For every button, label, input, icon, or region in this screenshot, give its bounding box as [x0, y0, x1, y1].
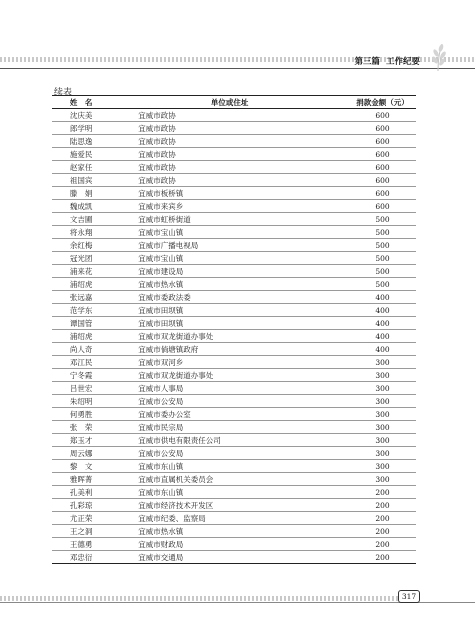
header-rule: [0, 68, 475, 69]
cell-amount: 300: [349, 408, 416, 421]
table-row: [52, 317, 416, 330]
cell-name: 郎学明: [52, 122, 110, 135]
cell-unit: 宜威市交通局: [110, 551, 349, 564]
table-row: [52, 499, 416, 512]
cell-unit: 宜威市热水镇: [110, 525, 349, 538]
cell-name: 王之洞: [52, 525, 110, 538]
cell-unit: 宜威市热水镇: [110, 278, 349, 291]
cell-amount: 600: [349, 161, 416, 174]
cell-name: 尤正荣: [52, 512, 110, 525]
cell-amount: 500: [349, 226, 416, 239]
table-row: [52, 239, 416, 252]
cell-amount: 400: [349, 304, 416, 317]
cell-amount: 200: [349, 486, 416, 499]
table-row: [52, 551, 416, 564]
cell-name: 宁冬霞: [52, 369, 110, 382]
cell-unit: 宜威市人事局: [110, 382, 349, 395]
cell-amount: 600: [349, 148, 416, 161]
cell-amount: 400: [349, 330, 416, 343]
table-header-row: [52, 96, 416, 109]
cell-name: 邓忠衍: [52, 551, 110, 564]
cell-name: 尚人奇: [52, 343, 110, 356]
table-row: [52, 512, 416, 525]
donation-table: [52, 95, 416, 564]
column-header-name: 姓 名: [52, 96, 110, 109]
cell-unit: 宜威市政协: [110, 135, 349, 148]
cell-name: 浦来花: [52, 265, 110, 278]
cell-name: 浦绍虎: [52, 278, 110, 291]
cell-unit: 宜威市委政法委: [110, 291, 349, 304]
table-row: [52, 538, 416, 551]
continued-label: 续表: [54, 88, 73, 98]
cell-name: 何勇胜: [52, 408, 110, 421]
cell-amount: 200: [349, 551, 416, 564]
cell-amount: 300: [349, 382, 416, 395]
cell-unit: 宜威市政协: [110, 174, 349, 187]
cell-amount: 600: [349, 174, 416, 187]
cell-amount: 300: [349, 473, 416, 486]
cell-name: 文吉圃: [52, 213, 110, 226]
cell-name: 冠光团: [52, 252, 110, 265]
cell-name: 张 荣: [52, 421, 110, 434]
table-row: [52, 135, 416, 148]
cell-name: 赵家任: [52, 161, 110, 174]
cell-name: 郑玉才: [52, 434, 110, 447]
cell-name: 将永翔: [52, 226, 110, 239]
cell-name: 吕世宏: [52, 382, 110, 395]
table-row: [52, 226, 416, 239]
cell-unit: 宜威市公安局: [110, 395, 349, 408]
cell-amount: 600: [349, 200, 416, 213]
cell-amount: 300: [349, 434, 416, 447]
cell-unit: 宜威市政协: [110, 161, 349, 174]
table-row: [52, 265, 416, 278]
cell-unit: 宜威市倘塘镇政府: [110, 343, 349, 356]
cell-unit: 宜威市政协: [110, 122, 349, 135]
running-header: [354, 55, 420, 67]
cell-amount: 300: [349, 421, 416, 434]
cell-unit: 宜威市建设局: [110, 265, 349, 278]
cell-unit: 宜威市宝山镇: [110, 226, 349, 239]
cell-name: 范学东: [52, 304, 110, 317]
cell-unit: 宜威市民宗局: [110, 421, 349, 434]
table-row: [52, 356, 416, 369]
cell-amount: 200: [349, 538, 416, 551]
cell-unit: 宜威市政协: [110, 109, 349, 122]
cell-unit: 宜威市田坝镇: [110, 304, 349, 317]
cell-unit: 宜威市公安局: [110, 447, 349, 460]
column-header-amount: 捐款金额（元）: [349, 96, 416, 109]
table-row: [52, 395, 416, 408]
cell-amount: 200: [349, 525, 416, 538]
cell-name: 孔彩琼: [52, 499, 110, 512]
cell-unit: 宜威市虹桥街道: [110, 213, 349, 226]
cell-unit: 宜威市财政局: [110, 538, 349, 551]
cell-amount: 600: [349, 109, 416, 122]
cell-unit: 宜威市供电有限责任公司: [110, 434, 349, 447]
cell-amount: 200: [349, 499, 416, 512]
cell-name: 滕 娟: [52, 187, 110, 200]
table-row: [52, 148, 416, 161]
chapter-title: 工作纪要: [385, 57, 420, 67]
table-row: [52, 408, 416, 421]
cell-unit: 宜威市来宾乡: [110, 200, 349, 213]
table-row: [52, 525, 416, 538]
cell-name: 沈庆美: [52, 109, 110, 122]
table-row: [52, 486, 416, 499]
cell-amount: 400: [349, 317, 416, 330]
column-header-unit: 单位或住址: [110, 96, 349, 109]
table-row: [52, 252, 416, 265]
table-row: [52, 304, 416, 317]
cell-amount: 200: [349, 512, 416, 525]
cell-amount: 300: [349, 395, 416, 408]
cell-name: 浦绍虎: [52, 330, 110, 343]
cell-unit: 宜威市广播电视局: [110, 239, 349, 252]
cell-amount: 500: [349, 252, 416, 265]
cell-name: 王德勇: [52, 538, 110, 551]
cell-amount: 400: [349, 343, 416, 356]
cell-amount: 300: [349, 369, 416, 382]
cell-name: 邓江民: [52, 356, 110, 369]
footer-pattern-band: [0, 596, 400, 601]
table-row: [52, 421, 416, 434]
table-row: [52, 291, 416, 304]
cell-unit: 宜威市双河乡: [110, 356, 349, 369]
table-row: [52, 174, 416, 187]
page-number: 317: [398, 590, 420, 603]
cell-unit: 宜威市双龙街道办事处: [110, 369, 349, 382]
cell-amount: 400: [349, 291, 416, 304]
table-row: [52, 278, 416, 291]
cell-amount: 300: [349, 460, 416, 473]
cell-unit: 宜威市东山镇: [110, 460, 349, 473]
cell-amount: 600: [349, 122, 416, 135]
chapter-label: 第三篇: [354, 57, 380, 67]
cell-amount: 300: [349, 447, 416, 460]
cell-unit: 宜威市委办公室: [110, 408, 349, 421]
cell-unit: 宜威市东山镇: [110, 486, 349, 499]
cell-name: 陆思逸: [52, 135, 110, 148]
table-row: [52, 122, 416, 135]
cell-amount: 500: [349, 265, 416, 278]
cell-name: 余红梅: [52, 239, 110, 252]
cell-unit: 宜威市宝山镇: [110, 252, 349, 265]
wheat-icon: [427, 42, 449, 72]
cell-amount: 600: [349, 135, 416, 148]
table-row: [52, 343, 416, 356]
cell-unit: 宜威市纪委、监察局: [110, 512, 349, 525]
cell-unit: 宜威市政协: [110, 148, 349, 161]
cell-amount: 500: [349, 239, 416, 252]
cell-unit: 宜威市田坝镇: [110, 317, 349, 330]
cell-unit: 宜威市板桥镇: [110, 187, 349, 200]
cell-amount: 500: [349, 278, 416, 291]
table-row: [52, 187, 416, 200]
table-row: [52, 382, 416, 395]
cell-name: 祖国宾: [52, 174, 110, 187]
table-row: [52, 213, 416, 226]
cell-name: 张远嘉: [52, 291, 110, 304]
cell-unit: 宜威市双龙街道办事处: [110, 330, 349, 343]
cell-name: 黎 文: [52, 460, 110, 473]
table-row: [52, 434, 416, 447]
cell-unit: 宜威市经济技术开发区: [110, 499, 349, 512]
cell-name: 雅晖菁: [52, 473, 110, 486]
table-row: [52, 369, 416, 382]
cell-name: 谭国管: [52, 317, 110, 330]
cell-name: 朱绍明: [52, 395, 110, 408]
table-row: [52, 460, 416, 473]
table-row: [52, 330, 416, 343]
table-row: [52, 473, 416, 486]
table-row: [52, 161, 416, 174]
cell-amount: 500: [349, 213, 416, 226]
cell-name: 孔美利: [52, 486, 110, 499]
cell-amount: 300: [349, 356, 416, 369]
cell-unit: 宜威市直属机关委员会: [110, 473, 349, 486]
cell-name: 施爱民: [52, 148, 110, 161]
cell-name: 周云娜: [52, 447, 110, 460]
table-row: [52, 447, 416, 460]
cell-name: 魏成凯: [52, 200, 110, 213]
table-row: [52, 200, 416, 213]
cell-amount: 600: [349, 187, 416, 200]
table-row: [52, 109, 416, 122]
